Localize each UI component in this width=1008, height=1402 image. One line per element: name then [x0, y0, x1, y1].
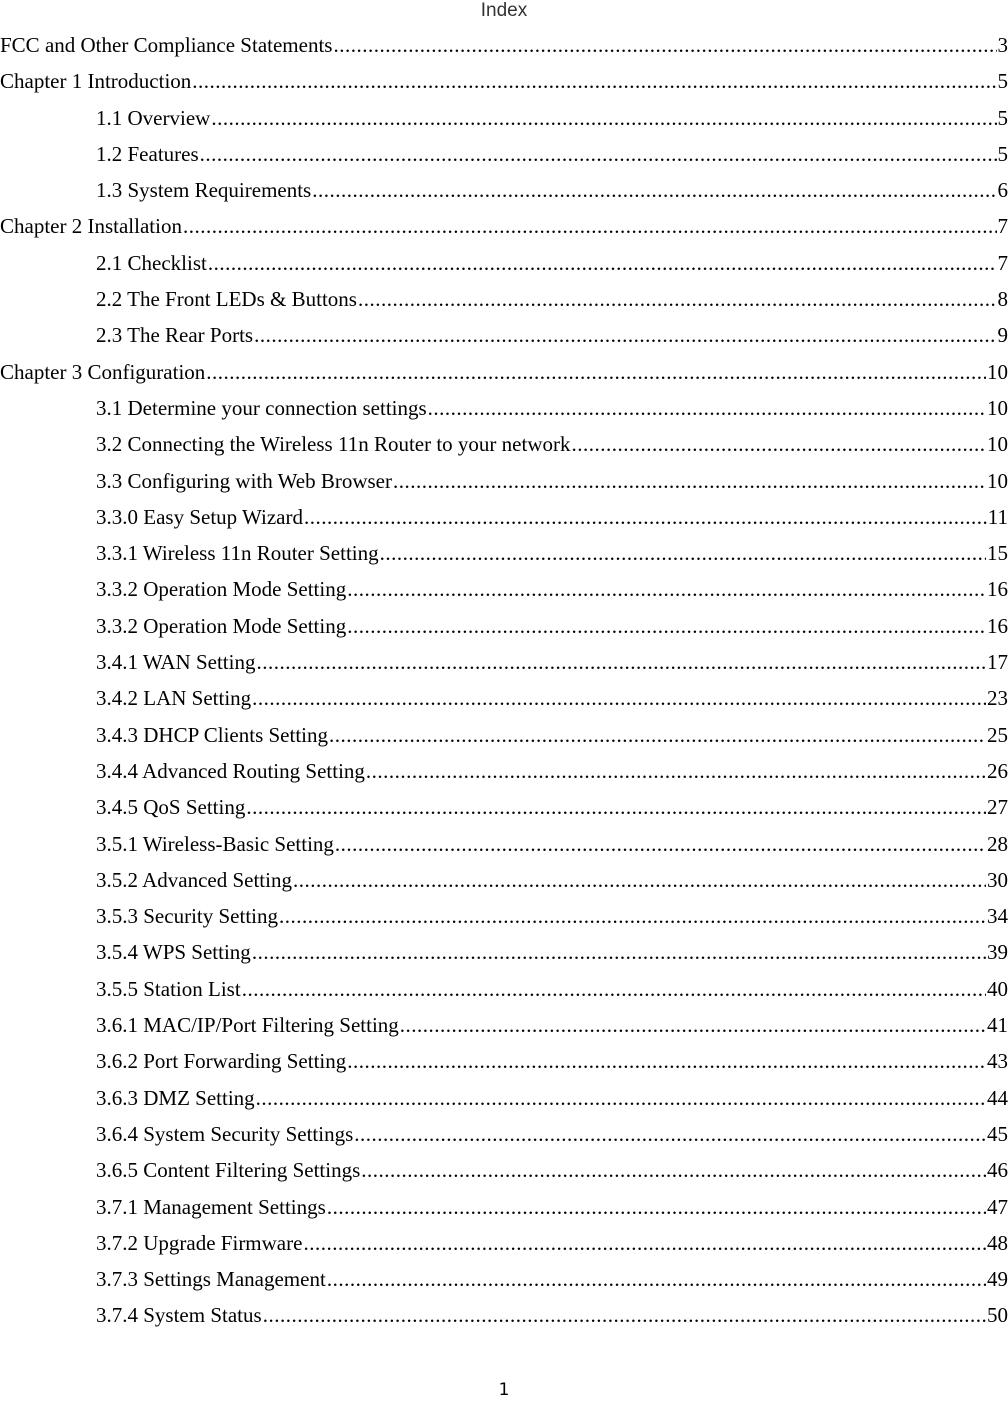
toc-dot-leader — [312, 172, 996, 208]
toc-entry-label: 3.6.5 Content Filtering Settings — [96, 1158, 361, 1183]
toc-entry[interactable] — [0, 608, 1008, 644]
toc-entry-page: 3 — [997, 33, 1008, 57]
toc-entry[interactable] — [0, 717, 1008, 753]
toc-entry-label: 3.7.3 Settings Management — [96, 1267, 326, 1292]
toc-entry-label: Chapter 1 Introduction — [0, 69, 192, 94]
toc-dot-leader — [572, 426, 987, 462]
toc-entry-page: 6 — [997, 178, 1008, 203]
toc-dot-leader — [428, 390, 986, 426]
toc-entry-page: 25 — [987, 722, 1008, 747]
toc-dot-leader — [263, 1297, 986, 1333]
toc-entry-label: 3.2 Connecting the Wireless 11n Router to your network — [96, 432, 571, 457]
toc-entry-label: 3.7.2 Upgrade Firmware — [96, 1230, 303, 1255]
toc-entry-label: 3.4.5 QoS Setting — [96, 795, 246, 820]
toc-entry[interactable] — [0, 63, 1008, 99]
toc-entry-page: 5 — [997, 105, 1008, 130]
toc-entry[interactable] — [0, 644, 1008, 680]
toc-entry-label: 3.3 Configuring with Web Browser — [96, 468, 392, 493]
toc-entry-page: 46 — [987, 1158, 1008, 1183]
toc-entry[interactable] — [0, 1007, 1008, 1043]
toc-dot-leader — [347, 571, 986, 607]
toc-entry-page: 11 — [987, 504, 1008, 529]
toc-entry[interactable] — [0, 172, 1008, 208]
toc-entry[interactable] — [0, 1225, 1008, 1261]
toc-entry[interactable] — [0, 208, 1008, 244]
toc-dot-leader — [206, 354, 986, 390]
toc-entry[interactable] — [0, 934, 1008, 970]
toc-entry-page: 23 — [987, 686, 1008, 711]
toc-dot-leader — [200, 136, 997, 172]
table-of-contents — [0, 27, 1008, 1334]
toc-entry-label: 3.6.4 System Security Settings — [96, 1121, 354, 1146]
toc-entry-label: 3.7.4 System Status — [96, 1303, 262, 1328]
toc-dot-leader — [304, 499, 987, 535]
toc-dot-leader — [303, 1225, 986, 1261]
toc-dot-leader — [327, 1261, 986, 1297]
toc-entry-label: 3.6.2 Port Forwarding Setting — [96, 1049, 347, 1074]
toc-entry-page: 45 — [987, 1121, 1008, 1146]
toc-entry[interactable] — [0, 27, 1008, 63]
toc-entry-label: 3.1 Determine your connection settings — [96, 395, 427, 420]
toc-entry-label: 2.2 The Front LEDs & Buttons — [96, 287, 357, 312]
toc-dot-leader — [327, 1189, 986, 1225]
toc-entry-label: 3.5.5 Station List — [96, 976, 241, 1001]
toc-entry-label: Chapter 2 Installation — [0, 214, 182, 239]
toc-dot-leader — [256, 644, 986, 680]
toc-entry[interactable] — [0, 826, 1008, 862]
toc-entry-label: 3.5.2 Advanced Setting — [96, 867, 292, 892]
toc-entry-page: 15 — [987, 541, 1008, 566]
toc-entry-label: 3.4.2 LAN Setting — [96, 686, 252, 711]
toc-entry-page: 27 — [987, 795, 1008, 820]
toc-entry[interactable] — [0, 1080, 1008, 1116]
toc-entry-label: 3.3.0 Easy Setup Wizard — [96, 504, 303, 529]
toc-entry[interactable] — [0, 1297, 1008, 1333]
toc-entry[interactable] — [0, 136, 1008, 172]
toc-dot-leader — [347, 608, 986, 644]
toc-entry-label: 3.4.1 WAN Setting — [96, 650, 256, 675]
toc-entry[interactable] — [0, 354, 1008, 390]
toc-entry[interactable] — [0, 753, 1008, 789]
toc-entry-page: 43 — [987, 1049, 1008, 1074]
toc-entry-page: 34 — [987, 904, 1008, 929]
toc-entry-label: 3.6.1 MAC/IP/Port Filtering Setting — [96, 1013, 399, 1038]
toc-dot-leader — [252, 934, 986, 970]
toc-dot-leader — [354, 1116, 986, 1152]
toc-entry-page: 17 — [987, 650, 1008, 675]
toc-entry[interactable] — [0, 1189, 1008, 1225]
toc-entry-label: Chapter 3 Configuration — [0, 359, 206, 384]
toc-entry[interactable] — [0, 789, 1008, 825]
page-title: Index — [480, 0, 528, 21]
toc-entry[interactable] — [0, 971, 1008, 1007]
toc-entry-label: 3.3.1 Wireless 11n Router Setting — [96, 541, 379, 566]
toc-entry-page: 5 — [997, 141, 1008, 166]
toc-entry-page: 7 — [997, 214, 1008, 239]
toc-entry-label: 3.6.3 DMZ Setting — [96, 1085, 255, 1110]
toc-dot-leader — [333, 27, 996, 63]
toc-dot-leader — [256, 1080, 986, 1116]
toc-entry-label: 3.3.2 Operation Mode Setting — [96, 613, 347, 638]
toc-entry-label: 2.1 Checklist — [96, 250, 207, 275]
toc-dot-leader — [329, 717, 986, 753]
toc-entry-page: 44 — [987, 1085, 1008, 1110]
toc-entry-page: 47 — [987, 1194, 1008, 1219]
toc-dot-leader — [246, 789, 986, 825]
toc-entry-label: 3.5.1 Wireless-Basic Setting — [96, 831, 334, 856]
toc-dot-leader — [293, 862, 986, 898]
toc-entry-page: 30 — [987, 867, 1008, 892]
toc-entry-label: 3.7.1 Management Settings — [96, 1194, 326, 1219]
toc-dot-leader — [380, 535, 986, 571]
toc-entry-page: 49 — [987, 1267, 1008, 1292]
toc-entry-page: 28 — [987, 831, 1008, 856]
toc-entry[interactable] — [0, 426, 1008, 462]
toc-entry-page: 10 — [987, 395, 1008, 420]
toc-entry-page: 5 — [997, 69, 1008, 94]
toc-entry[interactable] — [0, 390, 1008, 426]
toc-entry[interactable] — [0, 1261, 1008, 1297]
toc-dot-leader — [366, 753, 986, 789]
toc-dot-leader — [208, 245, 997, 281]
toc-entry[interactable] — [0, 1043, 1008, 1079]
toc-entry-page: 16 — [987, 577, 1008, 602]
toc-entry-label: 3.5.3 Security Setting — [96, 904, 278, 929]
toc-entry-page: 50 — [987, 1303, 1008, 1328]
toc-entry[interactable] — [0, 1152, 1008, 1188]
toc-dot-leader — [347, 1043, 986, 1079]
toc-entry[interactable] — [0, 898, 1008, 934]
toc-entry-page: 8 — [997, 287, 1008, 312]
toc-entry[interactable] — [0, 1116, 1008, 1152]
toc-entry-page: 16 — [987, 613, 1008, 638]
toc-entry-page: 10 — [987, 432, 1008, 457]
toc-entry-label: 3.3.2 Operation Mode Setting — [96, 577, 347, 602]
toc-dot-leader — [254, 317, 996, 353]
toc-dot-leader — [252, 680, 986, 716]
toc-entry-label: 2.3 The Rear Ports — [96, 323, 254, 348]
toc-entry-page: 40 — [987, 976, 1008, 1001]
toc-entry[interactable] — [0, 281, 1008, 317]
toc-entry-label: 3.5.4 WPS Setting — [96, 940, 251, 965]
toc-dot-leader — [242, 971, 986, 1007]
toc-entry-label: 3.4.3 DHCP Clients Setting — [96, 722, 328, 747]
toc-entry-label: 1.3 System Requirements — [96, 178, 312, 203]
toc-dot-leader — [393, 463, 986, 499]
toc-dot-leader — [183, 208, 997, 244]
toc-entry[interactable] — [0, 245, 1008, 281]
toc-dot-leader — [400, 1007, 986, 1043]
toc-entry-label: 1.1 Overview — [96, 105, 211, 130]
toc-entry-page: 41 — [987, 1013, 1008, 1038]
toc-dot-leader — [279, 898, 986, 934]
toc-entry[interactable] — [0, 571, 1008, 607]
toc-dot-leader — [335, 826, 986, 862]
toc-entry-page: 7 — [997, 250, 1008, 275]
toc-entry-page: 39 — [987, 940, 1008, 965]
toc-entry-label: 1.2 Features — [96, 141, 199, 166]
toc-entry[interactable] — [0, 463, 1008, 499]
toc-entry-page: 26 — [987, 758, 1008, 783]
toc-entry[interactable] — [0, 100, 1008, 136]
toc-entry[interactable] — [0, 317, 1008, 353]
toc-entry-page: 9 — [997, 323, 1008, 348]
toc-entry[interactable] — [0, 680, 1008, 716]
toc-entry-label: 3.4.4 Advanced Routing Setting — [96, 758, 365, 783]
toc-dot-leader — [211, 100, 996, 136]
toc-dot-leader — [361, 1152, 986, 1188]
toc-entry-page: 10 — [987, 359, 1008, 384]
toc-entry[interactable] — [0, 862, 1008, 898]
toc-entry[interactable] — [0, 535, 1008, 571]
toc-entry-label: FCC and Other Compliance Statements — [0, 33, 333, 57]
toc-dot-leader — [192, 63, 996, 99]
toc-entry-page: 48 — [987, 1230, 1008, 1255]
page-number: 1 — [498, 1380, 510, 1400]
toc-dot-leader — [358, 281, 997, 317]
toc-entry-page: 10 — [987, 468, 1008, 493]
toc-entry[interactable] — [0, 499, 1008, 535]
